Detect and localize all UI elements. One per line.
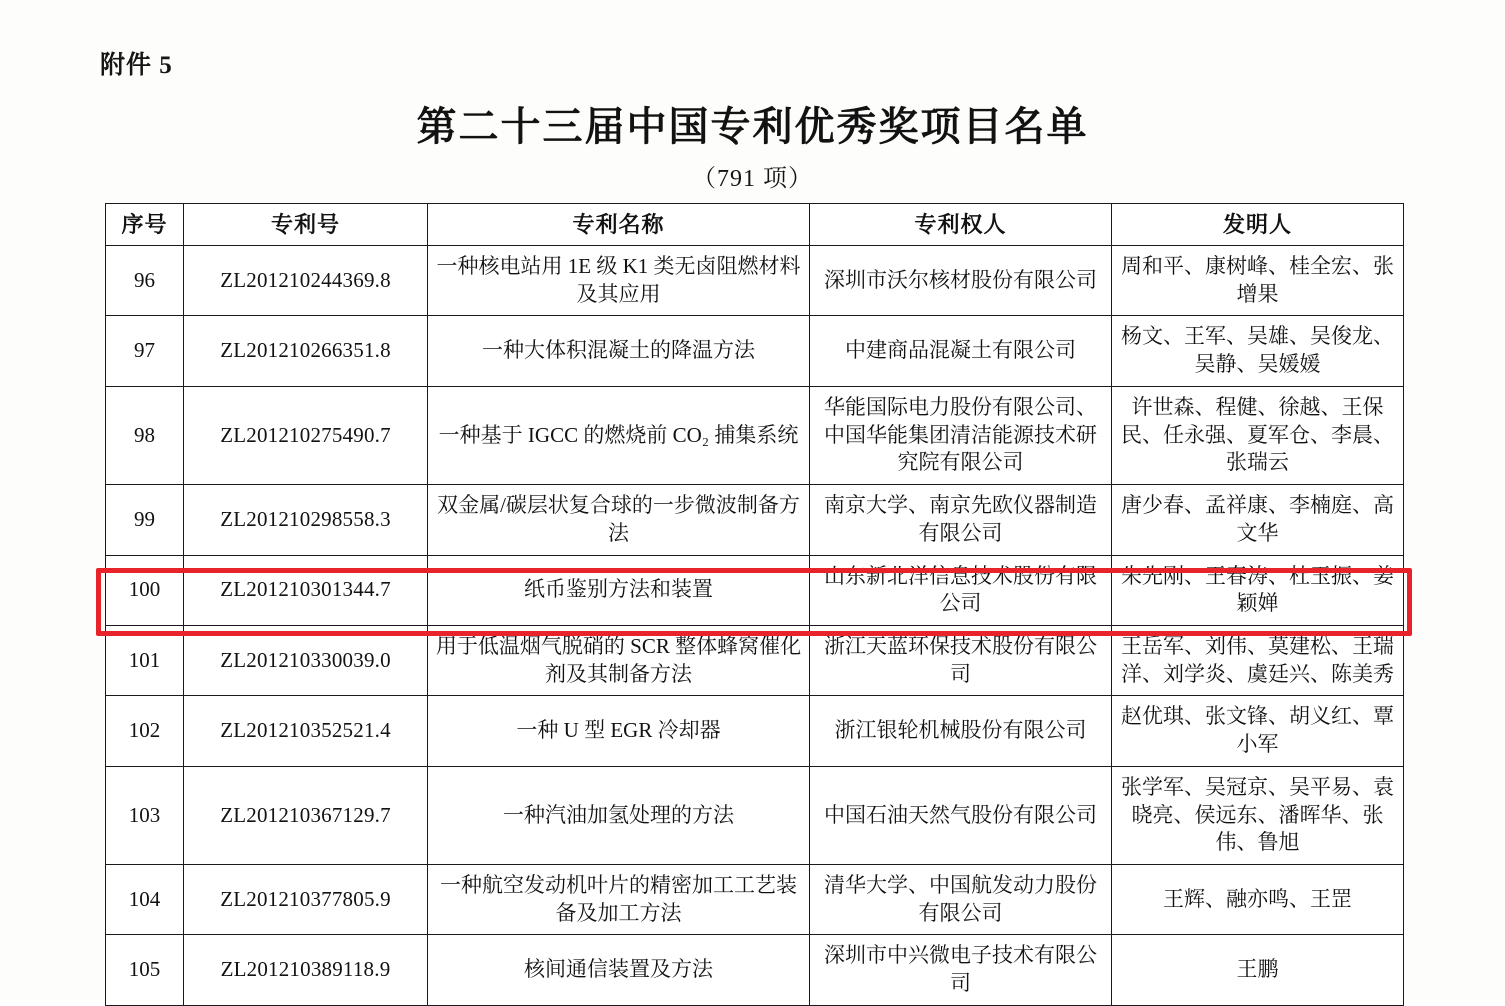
cell-inventors: 许世森、程健、徐越、王保民、任永强、夏军仓、李晨、张瑞云 bbox=[1112, 386, 1404, 484]
cell-inventors: 赵优琪、张文锋、胡义红、覃小军 bbox=[1112, 696, 1404, 766]
cell-owner: 浙江天蓝环保技术股份有限公司 bbox=[810, 625, 1112, 695]
cell-index: 105 bbox=[106, 935, 184, 1005]
cell-inventors: 王辉、融亦鸣、王罡 bbox=[1112, 864, 1404, 934]
cell-patent-no: ZL201210367129.7 bbox=[184, 766, 428, 864]
cell-patent-no: ZL201210275490.7 bbox=[184, 386, 428, 484]
cell-patent-no: ZL201210298558.3 bbox=[184, 485, 428, 555]
table-row bbox=[106, 864, 1404, 934]
table-row bbox=[106, 246, 1404, 316]
cell-patent-name: 一种核电站用 1E 级 K1 类无卤阻燃材料及其应用 bbox=[428, 246, 810, 316]
cell-patent-name: 核间通信装置及方法 bbox=[428, 935, 810, 1005]
cell-owner: 浙江银轮机械股份有限公司 bbox=[810, 696, 1112, 766]
table-row-highlighted bbox=[106, 625, 1404, 695]
cell-patent-no: ZL201210266351.8 bbox=[184, 316, 428, 386]
cell-patent-name: 一种大体积混凝土的降温方法 bbox=[428, 316, 810, 386]
cell-index: 104 bbox=[106, 864, 184, 934]
column-header-inventors: 发明人 bbox=[1112, 204, 1404, 246]
table-row bbox=[106, 766, 1404, 864]
cell-inventors: 王鹏 bbox=[1112, 935, 1404, 1005]
column-header-owner: 专利权人 bbox=[810, 204, 1112, 246]
cell-owner: 中国石油天然气股份有限公司 bbox=[810, 766, 1112, 864]
table-row bbox=[106, 386, 1404, 484]
cell-patent-name: 纸币鉴别方法和装置 bbox=[428, 555, 810, 625]
cell-index: 103 bbox=[106, 766, 184, 864]
cell-patent-name: 双金属/碳层状复合球的一步微波制备方法 bbox=[428, 485, 810, 555]
page-subtitle: （791 项） bbox=[692, 166, 813, 192]
cell-patent-name: 用于低温烟气脱硝的 SCR 整体蜂窝催化剂及其制备方法 bbox=[428, 625, 810, 695]
table-row bbox=[106, 696, 1404, 766]
cell-patent-no: ZL201210352521.4 bbox=[184, 696, 428, 766]
cell-inventors: 杨文、王军、吴雄、吴俊龙、吴静、吴媛媛 bbox=[1112, 316, 1404, 386]
patent-list-table-wrapper bbox=[105, 203, 1403, 1006]
column-header-patent-no: 专利号 bbox=[184, 204, 428, 246]
cell-patent-name: 一种 U 型 EGR 冷却器 bbox=[428, 696, 810, 766]
cell-patent-no: ZL201210389118.9 bbox=[184, 935, 428, 1005]
table-row bbox=[106, 485, 1404, 555]
attachment-label: 附件 5 bbox=[100, 52, 173, 79]
cell-owner: 深圳市沃尔核材股份有限公司 bbox=[810, 246, 1112, 316]
cell-owner: 清华大学、中国航发动力股份有限公司 bbox=[810, 864, 1112, 934]
page-title: 第二十三届中国专利优秀奖项目名单 bbox=[416, 104, 1089, 149]
cell-patent-no: ZL201210377805.9 bbox=[184, 864, 428, 934]
cell-inventors: 王岳军、刘伟、莫建松、王瑞洋、刘学炎、虞廷兴、陈美秀 bbox=[1112, 625, 1404, 695]
cell-inventors: 周和平、康树峰、桂全宏、张增果 bbox=[1112, 246, 1404, 316]
cell-patent-name: 一种航空发动机叶片的精密加工工艺装备及加工方法 bbox=[428, 864, 810, 934]
cell-inventors: 朱先刚、王春涛、杜玉振、姜颖婵 bbox=[1112, 555, 1404, 625]
cell-patent-no: ZL201210244369.8 bbox=[184, 246, 428, 316]
column-header-patent-name: 专利名称 bbox=[428, 204, 810, 246]
cell-index: 100 bbox=[106, 555, 184, 625]
cell-inventors: 张学军、吴冠京、吴平易、袁晓亮、侯远东、潘晖华、张伟、鲁旭 bbox=[1112, 766, 1404, 864]
cell-owner: 中建商品混凝土有限公司 bbox=[810, 316, 1112, 386]
cell-index: 99 bbox=[106, 485, 184, 555]
table-row bbox=[106, 555, 1404, 625]
patent-list-table bbox=[105, 203, 1404, 1006]
table-row bbox=[106, 935, 1404, 1005]
cell-index: 96 bbox=[106, 246, 184, 316]
cell-owner: 山东新北洋信息技术股份有限公司 bbox=[810, 555, 1112, 625]
cell-patent-name: 一种汽油加氢处理的方法 bbox=[428, 766, 810, 864]
cell-inventors: 唐少春、孟祥康、李楠庭、高文华 bbox=[1112, 485, 1404, 555]
cell-patent-name: 一种基于 IGCC 的燃烧前 CO₂ 捕集系统 bbox=[428, 386, 810, 484]
table-header-row bbox=[106, 204, 1404, 246]
cell-index: 98 bbox=[106, 386, 184, 484]
column-header-index: 序号 bbox=[106, 204, 184, 246]
cell-index: 102 bbox=[106, 696, 184, 766]
cell-index: 97 bbox=[106, 316, 184, 386]
cell-index: 101 bbox=[106, 625, 184, 695]
table-row bbox=[106, 316, 1404, 386]
cell-owner: 华能国际电力股份有限公司、中国华能集团清洁能源技术研究院有限公司 bbox=[810, 386, 1112, 484]
cell-patent-no: ZL201210301344.7 bbox=[184, 555, 428, 625]
cell-patent-no: ZL201210330039.0 bbox=[184, 625, 428, 695]
cell-owner: 南京大学、南京先欧仪器制造有限公司 bbox=[810, 485, 1112, 555]
cell-owner: 深圳市中兴微电子技术有限公司 bbox=[810, 935, 1112, 1005]
